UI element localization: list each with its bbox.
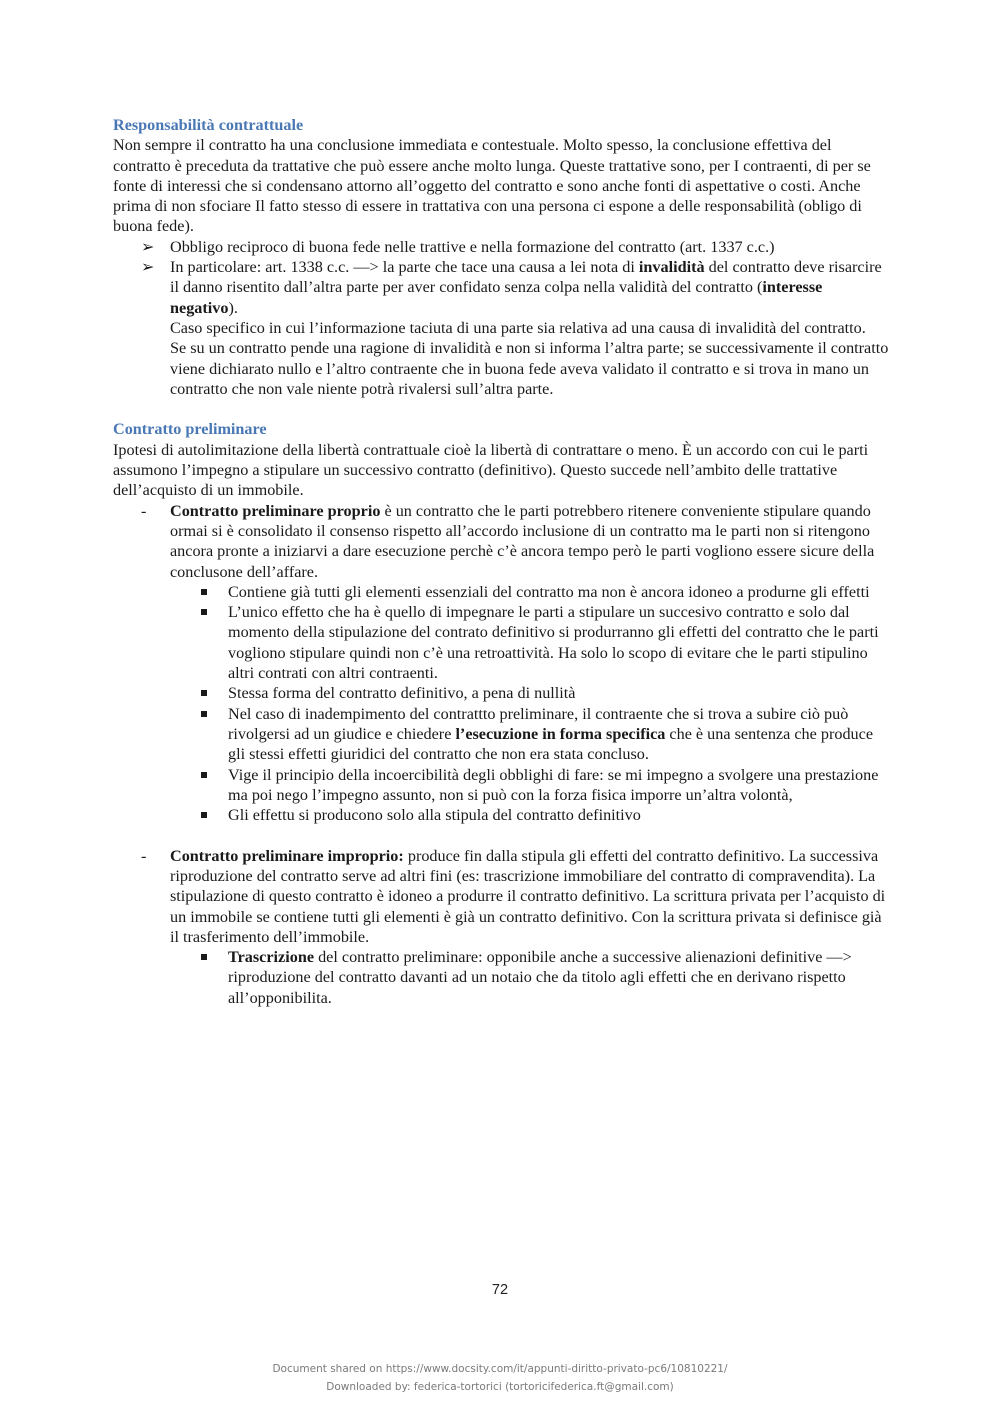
bold-term: invalidità <box>638 258 705 277</box>
list-item <box>113 765 891 806</box>
list-item-text <box>228 704 891 765</box>
list-item-text: Contiene già tutti gli elementi essenziali del contratto ma non è ancora idoneo a produrne gli effetti <box>228 582 870 601</box>
arrow-bullet-icon: ➢ <box>141 258 155 277</box>
bullet-text: Obbligo reciproco di buona fede nelle trattive e nella formazione del contratto (art. 1337 c.c.) <box>170 237 775 256</box>
bold-term: Trascrizione <box>228 948 315 967</box>
text-run: Nel caso di inadempimento del contrattto preliminare, il contraente che si trova a subire ciò può rivolgersi ad un giudice e chiedere <box>228 704 849 743</box>
bullet-paragraph: Caso specifico in cui l’informazione taciuta di una parte sia relativa ad una causa di invalidità del contratto. <box>170 318 866 337</box>
arrow-bullet-item <box>113 237 891 257</box>
bullet-paragraph: Se su un contratto pende una ragione di invalidità e non si informa l’altra parte; se successivamente il contratto viene dichiarato nullo e l’altro contraente che in buona fede aveva validato il contratto e si trova in mano un contratto che non vale niente potrà rivalersi sull’altra parte. <box>170 339 889 398</box>
footer-downloaded-by: Downloaded by: federica-tortorici (tortoricifederica.ft@gmail.com) <box>326 1381 674 1393</box>
text-run: del contratto preliminare: opponibile anche a successive alienazioni definitive —> riproduzione del contratto davanti ad un notaio che da titolo agli effetti che en derivano rispetto all’opponibilita. <box>228 948 852 1007</box>
section-intro-paragraph: Non sempre il contratto ha una conclusione immediata e contestuale. Molto spesso, la conclusione effettiva del contratto è preceduta da trattative che può essere anche molto lunga. Queste trattative sono, per I contraenti, di per se fonte di interessi che si condensano attorno all’oggetto del contratto e sono anche fonti di aspettative o costi. Anche prima di non sfociare Il fatto stesso di essere in trattativa con una persona ci espone a delle responsabilità (obligo di buona fede). <box>113 136 871 236</box>
text-run: è un contratto che le parti potrebbero ritenere conveniente stipulare quando ormai si è consolidato il consenso rispetto all’accordo inclusione di un contratto ma le parti non si ritengono ancora pronte a iniziarvi a dare esecuzione perchè c’è ancora tempo però le parti vogliono essere sicure della conclusone dell’affare. <box>170 501 875 581</box>
section-intro-paragraph: Ipotesi di autolimitazione della libertà contrattuale cioè la libertà di contrattare o meno. È un accordo con cui le parti assumono l’impegno a stipulare un successivo contratto (definitivo). Questo succede nell’ambito delle trattative dell’acquisto di un immobile. <box>113 440 869 500</box>
dash-marker: - <box>141 501 147 520</box>
list-item <box>113 805 891 825</box>
arrow-bullet-item <box>113 257 891 399</box>
square-bullet-icon <box>201 954 207 960</box>
list-item-text: Gli effettu si producono solo alla stipula del contratto definitivo <box>228 806 641 825</box>
bold-term: interesse negativo <box>170 278 823 317</box>
dash-list-item <box>113 846 891 947</box>
square-bullet-icon <box>201 609 207 615</box>
footer-shared-link: Document shared on https://www.docsity.com/it/appunti-diritto-privato-pc6/10810221/ <box>272 1363 728 1375</box>
dash-item-text <box>170 501 891 582</box>
text-run: del contratto deve risarcire il danno risentito dall’altra parte per aver confidato senza colpa nella validità del contratto ( <box>170 258 882 297</box>
dash-marker: - <box>141 846 147 865</box>
list-item <box>113 602 891 683</box>
list-item-text <box>228 947 891 1008</box>
square-bullet-list <box>113 947 891 1008</box>
dash-list-item <box>113 501 891 582</box>
page-content <box>113 115 891 1008</box>
list-item-text: L’unico effetto che ha è quello di impegnare le parti a stipulare un succesivo contratto e solo dal momento della stipulazione del contrato definitivo si produrranno gli effetti del contratto che le parti vogliono stipulare quindi non c’è una retroattività. Ha solo lo scopo di evitare che le parti stipulino altri contrati con altri contraenti. <box>228 603 879 683</box>
bullet-text <box>170 257 891 318</box>
text-run: In particolare: art. 1338 c.c. —> la parte che tace una causa a lei nota di <box>170 258 639 277</box>
list-item <box>113 683 891 703</box>
list-item-text: Stessa forma del contratto definitivo, a pena di nullità <box>228 684 576 703</box>
square-bullet-icon <box>201 690 207 696</box>
text-run: ). <box>228 298 238 317</box>
list-item-text: Vige il principio della incoercibilità degli obblighi di fare: se mi impegno a svolgere una prestazione ma poi nego l’impegno assunto, non si può con la forza fisica imporre un’altra volontà, <box>228 765 879 804</box>
arrow-bullet-icon: ➢ <box>141 237 155 256</box>
bold-term: Contratto preliminare improprio: <box>170 846 404 865</box>
section-heading-contratto-preliminare: Contratto preliminare <box>113 420 267 439</box>
dash-item-text <box>170 846 891 947</box>
bold-term: Contratto preliminare proprio <box>170 501 381 520</box>
text-run: produce fin dalla stipula gli effetti del contratto definitivo. La successiva riproduzione del contratto serve ad altri fini (es: trascrizione immobiliare del contratto di compravendita). La stipulazione di questo contratto è idoneo a produrre il contratto definitivo. La scrittura privata per l’acquisto di un immobile se contiene tutti gli elementi è già un contratto definitivo. Con la scrittura privata si definisce già il trasferimento dell’immobile. <box>170 846 886 946</box>
square-bullet-list <box>113 582 891 826</box>
list-item <box>113 947 891 1008</box>
section-heading-responsabilita: Responsabilità contrattuale <box>113 116 304 134</box>
text-run: che è una sentenza che produce gli stessi effetti giuridici del contratto che non era stata concluso. <box>228 724 873 764</box>
bold-term: l’esecuzione in forma specifica <box>455 724 666 743</box>
page-number: 72 <box>491 1282 509 1298</box>
square-bullet-icon <box>201 711 207 717</box>
square-bullet-icon <box>201 772 207 778</box>
square-bullet-icon <box>201 812 207 818</box>
list-item <box>113 582 891 602</box>
list-item <box>113 704 891 765</box>
square-bullet-icon <box>201 589 207 595</box>
